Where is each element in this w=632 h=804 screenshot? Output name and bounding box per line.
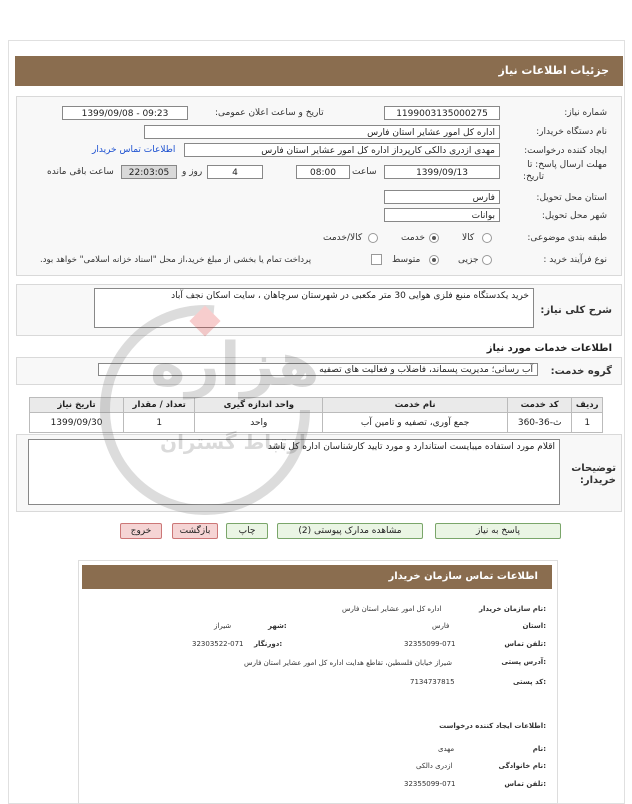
buyer-label: نام دستگاه خریدار: [536,127,607,137]
deadline-date-field: 1399/09/13 [384,165,500,179]
cell-date: 1399/09/30 [30,413,124,433]
org-value: اداره کل امور عشایر استان فارس [342,605,442,613]
creator-section-title: اطلاعات ایجاد کننده درخواست: [439,722,546,730]
service-group-field: آب رسانی؛ مدیریت پسماند، فاضلاب و فعالیت های تصفیه [98,363,538,376]
city-field: بوانات [384,208,500,222]
notes-box [28,439,560,505]
process-radio-medium[interactable] [429,255,439,265]
remaining-label: ساعت باقی مانده [47,167,114,177]
creator-phone-value: 32355099-071 [404,780,456,788]
reply-button[interactable]: پاسخ به نیاز [435,523,561,539]
attachments-button[interactable]: مشاهده مدارک پیوستی (2) [277,523,423,539]
days-field: 4 [207,165,263,179]
creator-label: ایجاد کننده درخواست: [524,146,607,156]
province-field: فارس [384,190,500,204]
page-title: جزئیات اطلاعات نیاز [498,64,609,77]
contact-province-label: استان: [522,622,546,630]
info-card [16,96,622,276]
need-number-field: 1199003135000275 [384,106,500,120]
creator-field: مهدی ازدری دالکی کارپرداز اداره کل امور عشایر استان فارس [184,143,500,157]
creator-family-label: نام خانوادگی: [498,762,546,770]
category-option-service: خدمت [401,233,425,243]
postal-value: 7134737815 [410,678,455,686]
contact-province-value: فارس [432,622,450,630]
contact-city-label: شهر: [268,622,287,630]
payment-checkbox[interactable] [371,254,382,265]
creator-name-label: نام: [532,745,546,753]
process-label: نوع فرآیند خرید : [543,255,607,265]
contact-fax-value: 32303522-071 [192,640,244,648]
services-title: اطلاعات خدمات مورد نیاز [486,343,612,354]
notes-label: توضیحات خریدار: [571,463,616,486]
col-qty-header: تعداد / مقدار [124,398,195,413]
city-label: شهر محل تحویل: [541,211,607,221]
remaining-time-field: 22:03:05 [121,165,177,179]
announce-field: 1399/09/08 - 09:23 [62,106,188,120]
category-radio-goods[interactable] [482,233,492,243]
contact-panel [78,560,558,804]
cell-unit: واحد [195,413,323,433]
cell-code: ث-36-360 [507,413,572,433]
contact-header [82,565,552,589]
deadline-label-2: تاریخ: [523,172,544,182]
buyer-contact-link[interactable]: اطلاعات تماس خریدار [92,145,176,155]
cell-qty: 1 [124,413,195,433]
deadline-label: مهلت ارسال پاسخ: تا [527,160,607,170]
notes-text: اقلام مورد استفاده میبایست استاندارد و مورد تایید کارشناسان اداره کل باشد [267,442,555,452]
contact-fax-label: دورنگار: [254,640,283,648]
cell-name: جمع آوری، تصفیه و تامین آب [323,413,508,433]
contact-phone-label: تلفن تماس: [504,640,546,648]
province-label: استان محل تحویل: [536,193,607,203]
back-button[interactable]: بازگشت [172,523,218,539]
buyer-field: اداره کل امور عشایر استان فارس [144,125,500,139]
creator-family-value: ازدری دالکی [416,762,453,770]
col-name: نام خدمت [323,398,508,413]
services-table [29,397,603,433]
contact-city-value: شیراز [214,622,232,630]
org-label: نام سازمان خریدار: [478,605,546,613]
category-option-goods: کالا [462,233,475,243]
category-radio-service[interactable] [429,233,439,243]
table-row [30,413,603,433]
time-label: ساعت [352,167,377,177]
category-radio-both[interactable] [368,233,378,243]
process-radio-minor[interactable] [482,255,492,265]
page-header [15,56,623,86]
address-label: آدرس پستی: [501,658,546,666]
category-label: طبقه بندی موضوعی: [527,233,607,243]
payment-note: پرداخت تمام یا بخشی از مبلغ خرید،از محل "اسناد خزانه اسلامی" خواهد بود. [40,255,312,265]
announce-label: تاریخ و ساعت اعلان عمومی: [215,108,324,118]
description-box [94,288,534,328]
process-option-medium: متوسط [392,255,421,265]
process-option-minor: جزیی [458,255,479,265]
creator-phone-label: تلفن تماس: [504,780,546,788]
postal-label: کد پستی: [512,678,546,686]
col-date: تاریخ نیاز [30,398,124,413]
contact-phone-value: 32355099-071 [404,640,456,648]
print-button[interactable]: چاپ [226,523,268,539]
col-row: ردیف [572,398,603,413]
col-unit: واحد اندازه گیری [195,398,323,413]
col-code: کد خدمت [507,398,572,413]
address-value: شیراز خیابان فلسطین، تقاطع هدایت اداره کل امور عشایر استان فارس [244,659,452,667]
service-group-label: گروه خدمت: [550,366,612,377]
contact-title: اطلاعات تماس سازمان خریدار [388,571,538,582]
days-label: روز و [182,167,203,177]
deadline-time-field: 08:00 [296,165,350,179]
description-text: خرید یکدستگاه منبع فلزی هوایی 30 متر مکعبی در شهرستان سرچاهان ، سایت اسکان نجف آباد [171,291,529,301]
creator-name-value: مهدی [438,745,455,753]
exit-button[interactable]: خروج [120,523,162,539]
category-option-both: کالا/خدمت [323,233,363,243]
cell-row: 1 [572,413,603,433]
description-label: شرح کلی نیاز: [540,305,612,316]
need-number-label: شماره نیاز: [564,108,607,118]
